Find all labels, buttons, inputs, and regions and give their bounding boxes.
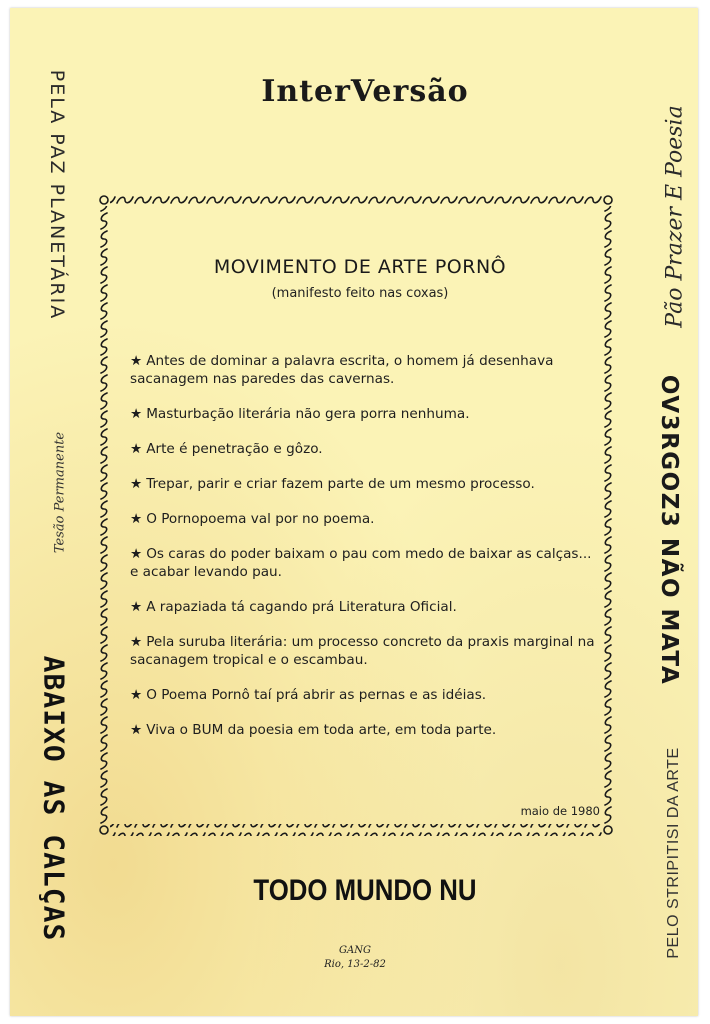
star-icon: ★ [130,687,143,703]
manifesto-item [130,633,598,669]
manifesto-title: MOVIMENTO DE ARTE PORNÔ [213,256,507,278]
place-date: Rio, 13-2-82 [324,959,386,970]
star-icon: ★ [130,546,143,562]
manifesto-item [130,545,598,581]
manifesto-item [130,510,598,528]
left-margin-tagline: Tesão Permanente [52,431,68,554]
right-margin-slogan: OV3RGOZ3 NÃO MATA [656,374,682,686]
manifesto-item-text: Antes de dominar a palavra escrita, o homem já desenhava sacanagem nas paredes das cavernas. [130,353,554,387]
manifesto-item [130,721,598,739]
star-icon: ★ [130,722,143,738]
masthead-title: InterVersão [261,74,469,109]
manifesto-item-text: O Poema Pornô taí prá abrir as pernas e as idéias. [146,687,487,703]
star-icon: ★ [130,599,143,615]
star-icon: ★ [130,441,143,457]
manifesto-item-text: Viva o BUM da poesia em toda arte, em toda parte. [146,722,497,738]
manifesto-items [130,352,598,756]
manifesto-item-text: Trepar, parir e criar fazem parte de um mesmo processo. [146,476,535,492]
manifesto-item-text: Masturbação literária não gera porra nenhuma. [146,406,470,422]
right-margin-footer-slogan: PELO STRIPITISI DA ARTE [665,747,682,959]
signature-block [300,944,410,972]
manifesto-item-text: A rapaziada tá cagando prá Literatura Oficial. [146,599,457,615]
star-icon: ★ [130,406,143,422]
footer-headline: TODO MUNDO NU [253,874,477,907]
star-icon: ★ [130,476,143,492]
manifesto-date: maio de 1980 [520,804,600,818]
left-margin-headline: ABAIXO AS CALÇAS [37,655,71,942]
manifesto-item [130,405,598,423]
manifesto-item [130,440,598,458]
manifesto-item-text: O Pornopoema val por no poema. [146,511,375,527]
manifesto-item-text: Os caras do poder baixam o pau com medo de baixar as calças... e acabar levando pau. [130,546,592,580]
signature: GANG [339,945,371,956]
left-margin-slogan: PELA PAZ PLANETÁRIA [46,69,68,321]
manifesto-item-text: Pela suruba literária: um processo concreto da praxis marginal na sacanagem tropical e o escambau. [130,634,595,668]
star-icon: ★ [130,634,143,650]
star-icon: ★ [130,353,143,369]
manifesto-item [130,598,598,616]
manifesto-item [130,475,598,493]
manifesto-item [130,686,598,704]
right-margin-script-slogan: Pão Prazer E Poesia [662,105,688,328]
manifesto-subtitle: (manifesto feito nas coxas) [271,286,449,301]
manifesto-item [130,352,598,388]
manifesto-item-text: Arte é penetração e gôzo. [146,441,323,457]
star-icon: ★ [130,511,143,527]
manifesto-sheet [10,8,698,1016]
